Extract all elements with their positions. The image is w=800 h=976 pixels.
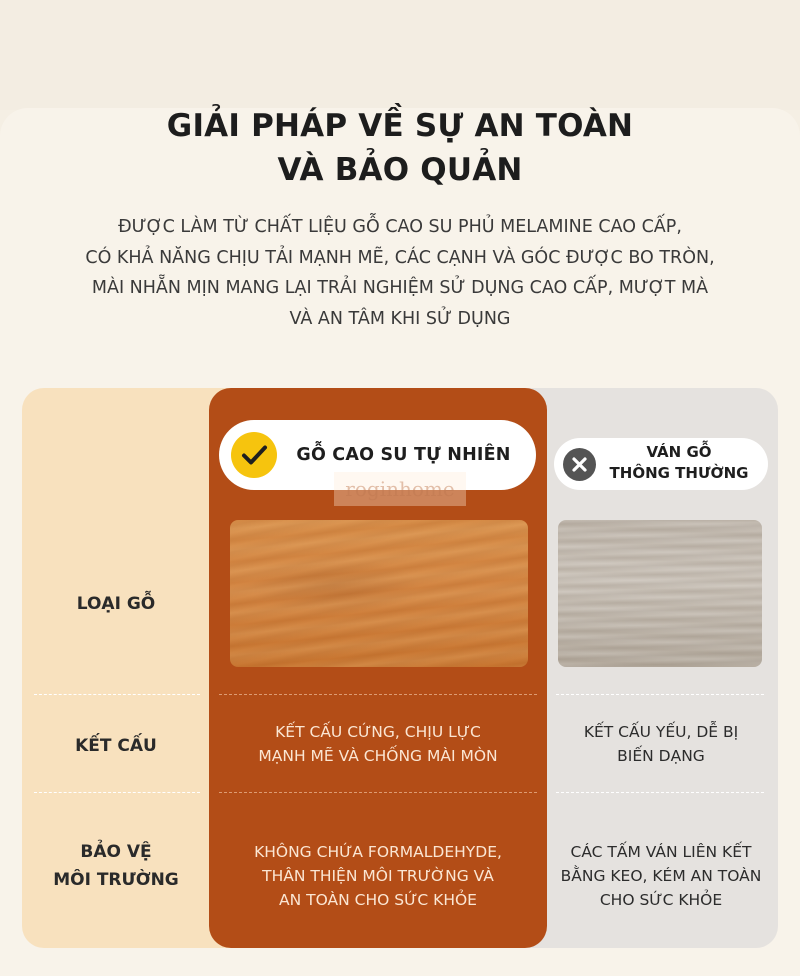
title-line: GIẢI PHÁP VỀ SỰ AN TOÀN <box>166 108 634 144</box>
regular-board-structure-text <box>548 720 774 768</box>
row-label-structure <box>22 732 210 760</box>
check-icon <box>231 432 277 478</box>
regular-board-label <box>600 442 758 484</box>
row-divider <box>34 792 200 793</box>
description-line: ĐƯỢC LÀM TỪ CHẤT LIỆU GỖ CAO SU PHỦ MELAMINE CAO CẤP, <box>118 217 682 237</box>
top-band <box>0 0 800 110</box>
page-description <box>40 212 760 334</box>
row-divider <box>556 694 764 695</box>
regular-board-label-line: THÔNG THƯỜNG <box>609 464 749 482</box>
cross-icon <box>563 448 596 481</box>
row-divider <box>556 792 764 793</box>
rubber-wood-environment-text <box>219 840 537 912</box>
row-label-line: BẢO VỆ <box>80 842 152 862</box>
description-line: MÀI NHẴN MỊN MANG LẠI TRẢI NGHIỆM SỬ DỤNG CAO CẤP, MƯỢT MÀ <box>91 278 709 298</box>
cell-line: AN TOÀN CHO SỨC KHỎE <box>279 891 477 909</box>
description-line: CÓ KHẢ NĂNG CHỊU TẢI MẠNH MẼ, CÁC CẠNH VÀ GÓC ĐƯỢC BO TRÒN, <box>85 247 715 268</box>
cell-line: KẾT CẤU YẾU, DỄ BỊ <box>583 723 739 741</box>
rubber-wood-label: GỖ CAO SU TỰ NHIÊN <box>296 445 511 465</box>
watermark: roginhome <box>334 472 466 506</box>
row-label-environment <box>22 838 210 894</box>
cell-line: THÂN THIỆN MÔI TRƯỜNG VÀ <box>262 867 494 885</box>
title-line: VÀ BẢO QUẢN <box>277 152 523 188</box>
row-label-line: LOẠI GỖ <box>76 594 156 614</box>
cell-line: MẠNH MẼ VÀ CHỐNG MÀI MÒN <box>258 747 498 765</box>
cell-line: CÁC TẤM VÁN LIÊN KẾT <box>570 843 752 861</box>
description-line: VÀ AN TÂM KHI SỬ DỤNG <box>289 308 511 329</box>
cell-line: KẾT CẤU CỨNG, CHỊU LỰC <box>275 723 481 741</box>
row-divider <box>34 694 200 695</box>
cell-line: BIẾN DẠNG <box>617 747 705 765</box>
row-divider <box>219 792 537 793</box>
row-label-line: MÔI TRƯỜNG <box>53 870 179 890</box>
row-divider <box>219 694 537 695</box>
regular-board-label-line: VÁN GỖ <box>646 443 712 461</box>
cell-line: KHÔNG CHỨA FORMALDEHYDE, <box>254 843 502 861</box>
cell-line: CHO SỨC KHỎE <box>599 891 723 909</box>
page-title <box>0 104 800 192</box>
regular-board-texture-image <box>558 520 762 667</box>
row-label-wood-type <box>22 590 210 618</box>
regular-board-header <box>554 438 768 490</box>
rubber-wood-structure-text <box>219 720 537 768</box>
cell-line: BẰNG KEO, KÉM AN TOÀN <box>560 867 762 885</box>
rubber-wood-texture-image <box>230 520 528 667</box>
regular-board-environment-text <box>548 840 774 912</box>
row-label-line: KẾT CẤU <box>75 736 157 756</box>
